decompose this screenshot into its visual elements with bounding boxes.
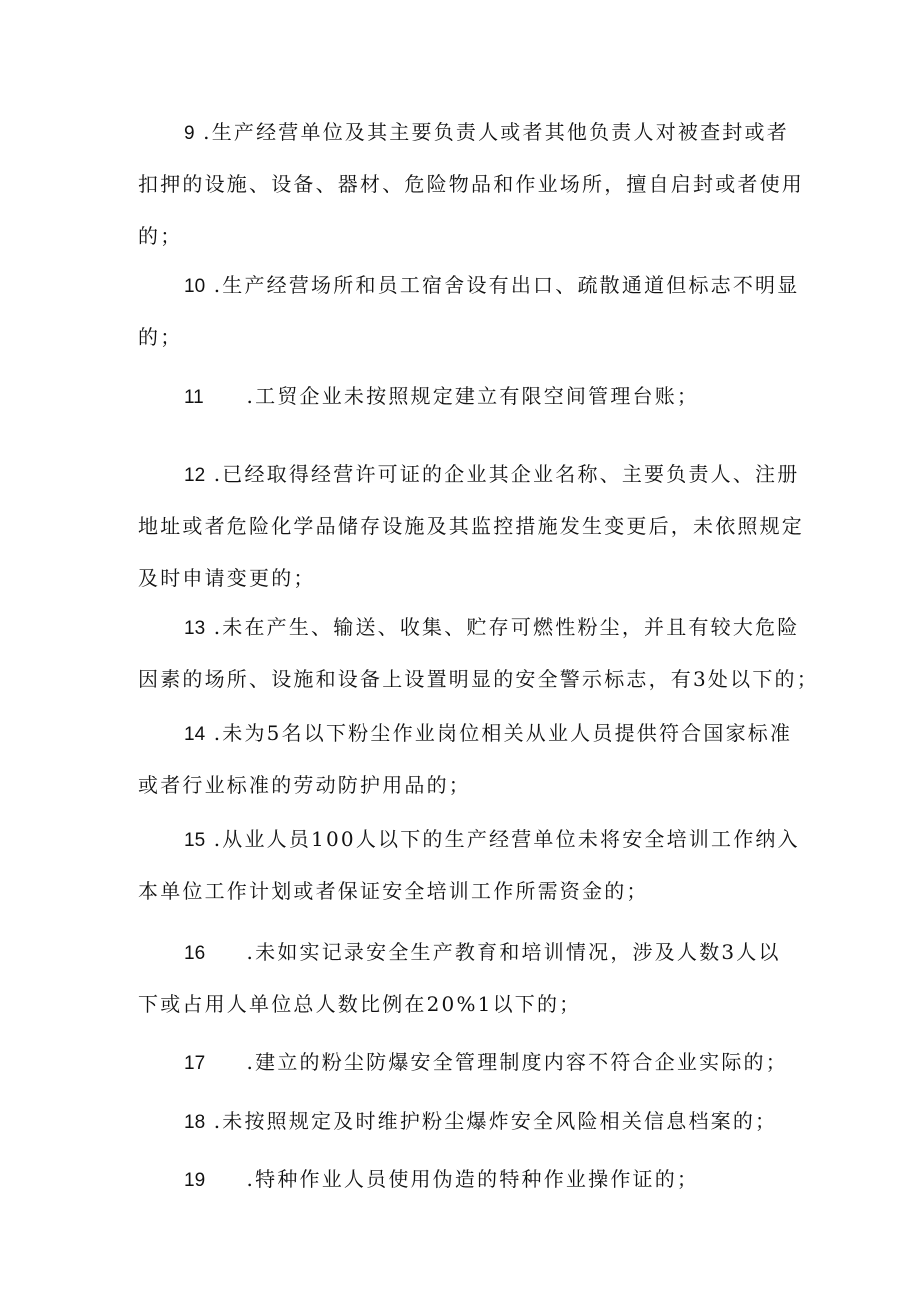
item-line: 下或占用人单位总人数比例在20%1以下的； <box>138 992 582 1016</box>
item-line <box>138 813 800 865</box>
item-text: .特种作业人员使用伪造的特种作业操作证的； <box>238 1167 700 1191</box>
item-line: 地址或者危险化学品储存设施及其监控措施发生变更后，未依照规定 <box>138 514 804 538</box>
item-line <box>138 370 788 422</box>
item-text: .未如实记录安全生产教育和培训情况，涉及人数3人以 <box>238 940 781 964</box>
item-line <box>138 259 800 311</box>
item-line <box>138 601 800 653</box>
item-text: .工贸企业未按照规定建立有限空间管理台账； <box>238 384 700 408</box>
item-text: .已经取得经营许可证的企业其企业名称、主要负责人、注册 <box>205 462 800 486</box>
item-line: 的； <box>138 325 183 349</box>
item-number: 15 <box>184 830 206 851</box>
list-item-14 <box>138 707 793 811</box>
item-text: .生产经营场所和员工宿舍设有出口、疏散通道但标志不明显 <box>205 273 800 297</box>
item-number: 10 <box>184 276 206 297</box>
item-line: 或者行业标准的劳动防护用品的； <box>138 773 471 797</box>
item-number: 17 <box>184 1053 206 1074</box>
list-item-18 <box>138 1095 788 1147</box>
list-item-15 <box>138 813 800 917</box>
item-line: 扣押的设施、设备、器材、危险物品和作业场所，擅自启封或者使用 <box>138 172 804 196</box>
item-line <box>138 1153 788 1205</box>
item-line <box>138 448 800 500</box>
item-text: .生产经营单位及其主要负责人或者其他负责人对被查封或者 <box>194 120 789 144</box>
item-number: 12 <box>184 465 206 486</box>
item-text: .未为5名以下粉尘作业岗位相关从业人员提供符合国家标准 <box>205 721 793 745</box>
item-text: .建立的粉尘防爆安全管理制度内容不符合企业实际的； <box>238 1050 788 1074</box>
item-line: 的； <box>138 224 183 248</box>
item-number: 9 <box>184 123 195 144</box>
item-text: .从业人员100人以下的生产经营单位未将安全培训工作纳入 <box>205 827 800 851</box>
item-number: 11 <box>184 387 204 408</box>
item-number: 19 <box>184 1170 206 1191</box>
item-line: 因素的场所、设施和设备上设置明显的安全警示标志，有3处以下的； <box>138 667 819 691</box>
list-item-9 <box>138 106 804 262</box>
list-item-19 <box>138 1153 788 1205</box>
item-number: 18 <box>184 1112 206 1133</box>
item-line <box>138 1036 788 1088</box>
item-text: .未在产生、输送、收集、贮存可燃性粉尘，并且有较大危险 <box>205 615 800 639</box>
item-number: 14 <box>184 724 206 745</box>
list-item-13 <box>138 601 819 705</box>
item-line: 本单位工作计划或者保证安全培训工作所需资金的； <box>138 879 649 903</box>
item-number: 13 <box>184 618 206 639</box>
list-item-10 <box>138 259 800 363</box>
list-item-16 <box>138 926 788 1030</box>
item-line <box>138 926 788 978</box>
item-text: .未按照规定及时维护粉尘爆炸安全风险相关信息档案的； <box>205 1109 778 1133</box>
item-line: 及时申请变更的； <box>138 566 316 590</box>
item-number: 16 <box>184 943 206 964</box>
item-line <box>138 707 793 759</box>
item-line <box>138 1095 788 1147</box>
list-item-17 <box>138 1036 788 1088</box>
list-item-11 <box>138 370 788 422</box>
item-line <box>138 106 788 158</box>
list-item-12 <box>138 448 804 604</box>
